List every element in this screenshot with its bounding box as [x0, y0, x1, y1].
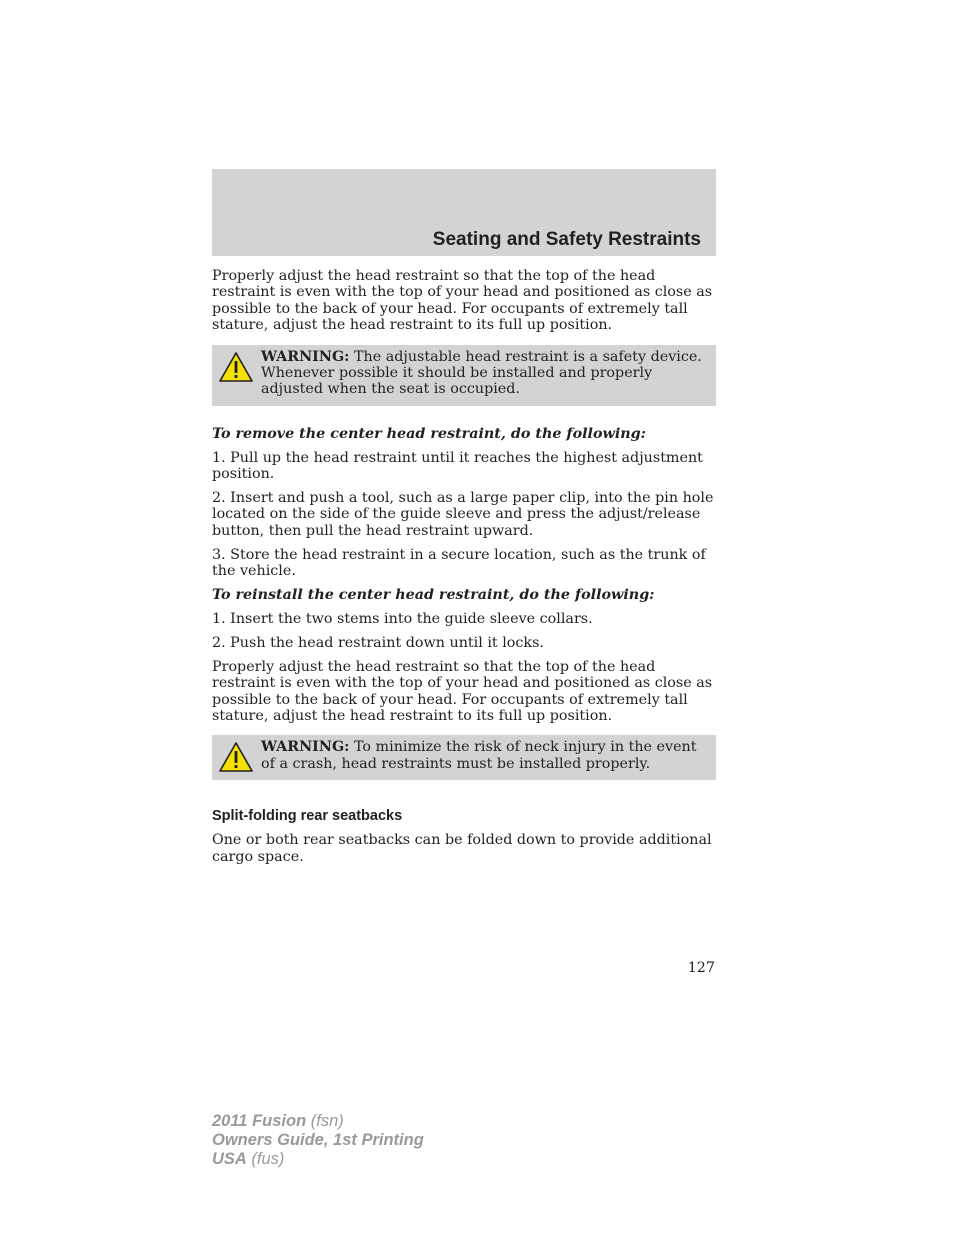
warning-text: To minimize the risk of neck injury in the event of a crash, head restraints must be installed properly. — [261, 739, 697, 772]
warning-box-2 — [212, 735, 716, 780]
warning-text: The adjustable head restraint is a safety device. Whenever possible it should be installed and properly adjusted when the seat is occupied. — [261, 348, 702, 398]
footer-market-code: (fus) — [246, 1150, 285, 1168]
footer-line-3 — [212, 1150, 424, 1169]
footer-line-2 — [212, 1131, 424, 1150]
page-content — [212, 268, 716, 872]
paragraph-intro: Properly adjust the head restraint so that the top of the head restraint is even with the top of your head and positioned as close as possible to the back of your head. For occupants of extremely tall stature, adjust the head restraint to its full up position. — [212, 268, 713, 334]
warning-label: WARNING: — [261, 348, 350, 365]
footer-publication-info — [212, 1112, 424, 1169]
warning-box-1 — [212, 345, 716, 406]
section-title: Seating and Safety Restraints — [432, 229, 701, 250]
remove-step-2: 2. Insert and push a tool, such as a large paper clip, into the pin hole located on the side of the guide sleeve and press the adjust/release button, then pull the head restraint upward. — [212, 490, 714, 539]
paragraph-seatbacks: One or both rear seatbacks can be folded down to provide additional cargo space. — [212, 832, 712, 865]
footer-market: USA — [212, 1150, 247, 1168]
reinstall-step-2: 2. Push the head restraint down until it locks. — [212, 634, 544, 651]
footer-model: 2011 Fusion — [212, 1112, 307, 1130]
page-number: 127 — [687, 960, 715, 976]
warning-label: WARNING: — [261, 739, 350, 756]
warning-triangle-icon — [218, 351, 254, 383]
warning-triangle-icon — [218, 741, 254, 773]
reinstall-heading: To reinstall the center head restraint, do the following: — [212, 587, 655, 604]
remove-step-1: 1. Pull up the head restraint until it reaches the highest adjustment position. — [212, 449, 703, 483]
remove-step-3: 3. Store the head restraint in a secure location, such as the trunk of the vehicle. — [212, 546, 706, 580]
footer-line-1 — [212, 1112, 424, 1131]
reinstall-step-1: 1. Insert the two stems into the guide sleeve collars. — [212, 611, 593, 627]
footer-model-code: (fsn) — [306, 1112, 344, 1130]
section-heading: Split-folding rear seatbacks — [212, 808, 403, 825]
paragraph-adjust: Properly adjust the head restraint so that the top of the head restraint is even with the top of your head and positioned as close as possible to the back of your head. For occupants of extremely tall stature, adjust the head restraint to its full up position. — [212, 658, 713, 725]
footer-printing: Owners Guide, 1st Printing — [212, 1131, 424, 1149]
section-header-band — [212, 169, 716, 256]
remove-heading: To remove the center head restraint, do the following: — [212, 425, 646, 442]
